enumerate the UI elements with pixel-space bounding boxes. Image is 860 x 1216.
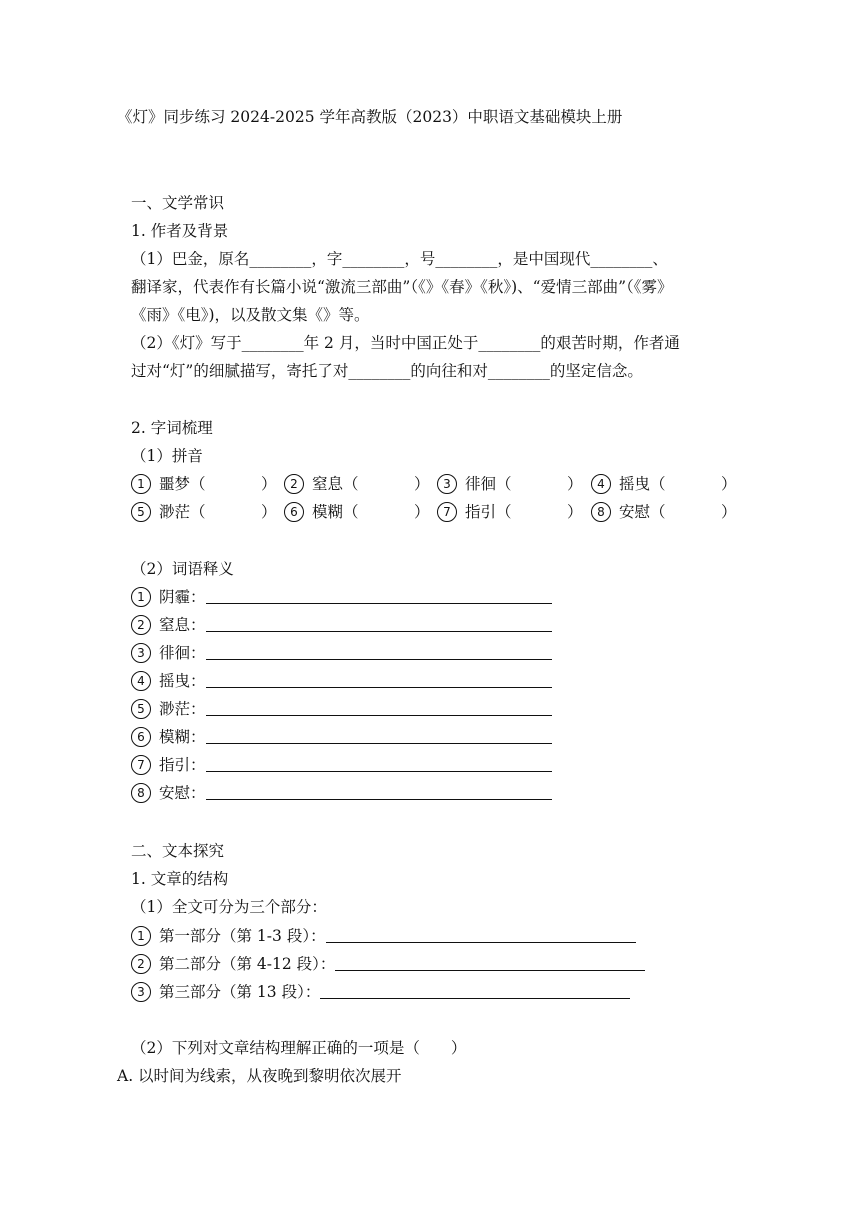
- definition-row: [131, 669, 552, 693]
- paragraph-line: 翻译家，代表作有长篇小说“激流三部曲”（《》《春》《秋》)、“爱情三部曲”（《雾》: [131, 278, 673, 296]
- circled-number: 3: [437, 474, 457, 494]
- pinyin-item: [437, 500, 512, 524]
- pinyin-word: 摇曳（: [619, 475, 666, 493]
- answer-blank-line: [206, 727, 552, 744]
- definition-row: [131, 585, 552, 609]
- pinyin-row: [131, 472, 737, 496]
- circled-number: 8: [131, 783, 151, 803]
- answer-blank-line: [206, 699, 552, 716]
- section-heading-literary-knowledge: 一、文学常识: [131, 194, 225, 212]
- pinyin-word: 渺茫（: [159, 503, 206, 521]
- circled-number: 6: [131, 727, 151, 747]
- section-heading-text-exploration: 二、文本探究: [131, 842, 225, 860]
- circled-number: 1: [131, 926, 151, 946]
- paragraph-line: （2）《灯》写于________年 2 月，当时中国正处于________的艰苦时期，作者通: [131, 334, 680, 352]
- pinyin-item: [131, 500, 206, 524]
- pinyin-heading: （1）拼音: [131, 447, 203, 465]
- circled-number: 6: [284, 502, 304, 522]
- pinyin-item: [284, 500, 359, 524]
- pinyin-word: 模糊（: [312, 503, 359, 521]
- pinyin-close: ）: [721, 503, 737, 521]
- circled-number: 5: [131, 699, 151, 719]
- answer-blank-line: [206, 783, 552, 800]
- pinyin-row: [131, 500, 737, 524]
- circled-number: 3: [131, 982, 151, 1002]
- subheading-structure: 1. 文章的结构: [131, 870, 229, 888]
- option-a: A. 以时间为线索，从夜晚到黎明依次展开: [117, 1067, 402, 1085]
- circled-number: 2: [284, 474, 304, 494]
- structure-part-row: [131, 924, 636, 948]
- answer-blank-line: [326, 926, 636, 943]
- structure-part-row: [131, 980, 630, 1004]
- pinyin-item: [591, 472, 666, 496]
- answer-blank-line: [320, 982, 630, 999]
- definitions-heading: （2）词语释义: [131, 560, 234, 578]
- pinyin-close: ）: [261, 475, 277, 493]
- parts-heading: （1）全文可分为三个部分：: [131, 898, 327, 916]
- answer-blank-line: [206, 587, 552, 604]
- pinyin-close: ）: [567, 475, 583, 493]
- answer-blank-line: [335, 954, 645, 971]
- subheading-author-background: 1. 作者及背景: [131, 222, 229, 240]
- pinyin-close: ）: [261, 503, 277, 521]
- definition-label: 窒息：: [159, 616, 206, 634]
- definition-label: 模糊：: [159, 728, 206, 746]
- paragraph-line: 过对“灯”的细腻描写，寄托了对________的向往和对________的坚定信念。: [131, 362, 643, 380]
- definition-row: [131, 613, 552, 637]
- document-title: 《灯》同步练习 2024-2025 学年高教版（2023）中职语文基础模块上册: [117, 108, 623, 126]
- circled-number: 2: [131, 954, 151, 974]
- definition-row: [131, 641, 552, 665]
- structure-part-label: 第三部分（第 13 段）：: [159, 983, 321, 1001]
- circled-number: 5: [131, 502, 151, 522]
- pinyin-close: ）: [414, 503, 430, 521]
- paragraph-line: （1）巴金，原名________，字________，号________，是中国现代________、: [131, 250, 668, 268]
- definition-label: 渺茫：: [159, 700, 206, 718]
- pinyin-word: 噩梦（: [159, 475, 206, 493]
- subheading-vocabulary: 2. 字词梳理: [131, 419, 213, 437]
- structure-part-label: 第一部分（第 1-3 段）：: [159, 927, 326, 945]
- definition-label: 指引：: [159, 756, 206, 774]
- definition-label: 徘徊：: [159, 644, 206, 662]
- definition-row: [131, 697, 552, 721]
- circled-number: 2: [131, 615, 151, 635]
- definition-label: 摇曳：: [159, 672, 206, 690]
- pinyin-word: 窒息（: [312, 475, 359, 493]
- pinyin-close: ）: [721, 475, 737, 493]
- circled-number: 4: [591, 474, 611, 494]
- pinyin-item: [284, 472, 359, 496]
- pinyin-word: 徘徊（: [465, 475, 512, 493]
- definition-label: 阴霾：: [159, 588, 206, 606]
- paragraph-line: 《雨》《电》)，以及散文集《》等。: [131, 306, 370, 324]
- pinyin-word: 指引（: [465, 503, 512, 521]
- pinyin-item: [591, 500, 666, 524]
- circled-number: 7: [437, 502, 457, 522]
- pinyin-item: [131, 472, 206, 496]
- answer-blank-line: [206, 671, 552, 688]
- circled-number: 3: [131, 643, 151, 663]
- multiple-choice-question: （2）下列对文章结构理解正确的一项是（ ）: [131, 1039, 467, 1057]
- pinyin-item: [437, 472, 512, 496]
- definition-row: [131, 725, 552, 749]
- definition-label: 安慰：: [159, 784, 206, 802]
- answer-blank-line: [206, 643, 552, 660]
- pinyin-close: ）: [567, 503, 583, 521]
- definition-row: [131, 753, 552, 777]
- circled-number: 7: [131, 755, 151, 775]
- pinyin-word: 安慰（: [619, 503, 666, 521]
- circled-number: 1: [131, 474, 151, 494]
- answer-blank-line: [206, 755, 552, 772]
- structure-part-label: 第二部分（第 4-12 段）：: [159, 955, 336, 973]
- pinyin-close: ）: [414, 475, 430, 493]
- circled-number: 8: [591, 502, 611, 522]
- circled-number: 4: [131, 671, 151, 691]
- circled-number: 1: [131, 587, 151, 607]
- definition-row: [131, 781, 552, 805]
- structure-part-row: [131, 952, 645, 976]
- answer-blank-line: [206, 615, 552, 632]
